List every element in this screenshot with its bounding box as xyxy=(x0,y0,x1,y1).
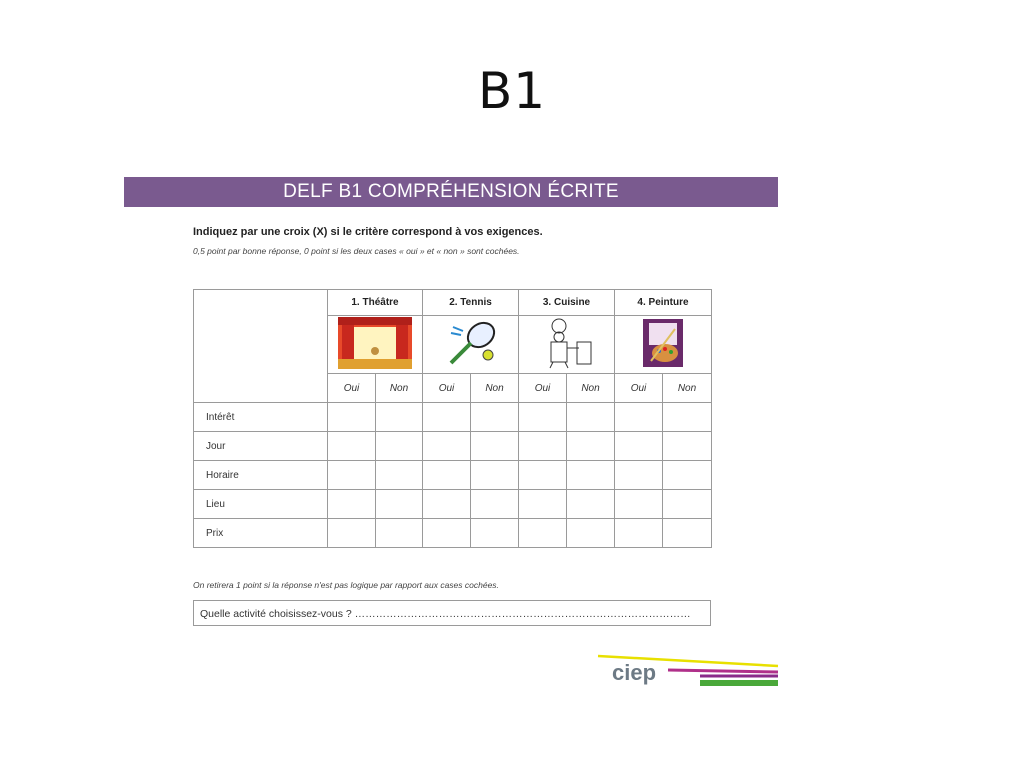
checkbox-cell[interactable] xyxy=(471,403,519,432)
criterion-label: Horaire xyxy=(194,461,328,490)
checkbox-cell[interactable] xyxy=(663,432,712,461)
yes-header: Oui xyxy=(423,374,471,403)
checkbox-cell[interactable] xyxy=(328,461,376,490)
checkbox-cell[interactable] xyxy=(328,519,376,548)
theatre-stage-icon xyxy=(328,316,423,374)
painting-palette-icon xyxy=(615,316,712,374)
table-row xyxy=(194,432,712,461)
scoring-text: 0,5 point par bonne réponse, 0 point si les deux cases « oui » et « non » sont cochées. xyxy=(193,246,520,256)
checkbox-cell[interactable] xyxy=(328,432,376,461)
checkbox-cell[interactable] xyxy=(663,403,712,432)
checkbox-cell[interactable] xyxy=(423,403,471,432)
checkbox-cell[interactable] xyxy=(615,490,663,519)
yes-header: Oui xyxy=(328,374,376,403)
checkbox-cell[interactable] xyxy=(376,403,423,432)
table-row xyxy=(194,403,712,432)
no-header: Non xyxy=(471,374,519,403)
checkbox-cell[interactable] xyxy=(423,490,471,519)
no-header: Non xyxy=(663,374,712,403)
activity-header: 2. Tennis xyxy=(423,290,519,316)
checkbox-cell[interactable] xyxy=(471,461,519,490)
checkbox-cell[interactable] xyxy=(423,432,471,461)
checkbox-cell[interactable] xyxy=(376,432,423,461)
checkbox-cell[interactable] xyxy=(615,461,663,490)
checkbox-cell[interactable] xyxy=(519,432,567,461)
checkbox-cell[interactable] xyxy=(328,403,376,432)
checkbox-cell[interactable] xyxy=(663,461,712,490)
checkbox-cell[interactable] xyxy=(567,403,615,432)
checkbox-cell[interactable] xyxy=(423,461,471,490)
criterion-label: Prix xyxy=(194,519,328,548)
checkbox-cell[interactable] xyxy=(519,519,567,548)
activity-header: 4. Peinture xyxy=(615,290,712,316)
checkbox-cell[interactable] xyxy=(376,490,423,519)
no-header: Non xyxy=(567,374,615,403)
note-text: On retirera 1 point si la réponse n'est pas logique par rapport aux cases cochées. xyxy=(193,580,499,590)
chef-cooking-icon xyxy=(519,316,615,374)
activity-question-field[interactable]: Quelle activité choisissez-vous ? …………………………………………………………………………………… xyxy=(193,600,711,626)
criterion-label: Lieu xyxy=(194,490,328,519)
yes-header: Oui xyxy=(615,374,663,403)
criteria-table xyxy=(193,289,712,548)
no-header: Non xyxy=(376,374,423,403)
table-row xyxy=(194,461,712,490)
checkbox-cell[interactable] xyxy=(567,490,615,519)
checkbox-cell[interactable] xyxy=(471,519,519,548)
activity-header: 1. Théâtre xyxy=(328,290,423,316)
checkbox-cell[interactable] xyxy=(663,519,712,548)
table-row xyxy=(194,519,712,548)
checkbox-cell[interactable] xyxy=(567,461,615,490)
checkbox-cell[interactable] xyxy=(376,519,423,548)
checkbox-cell[interactable] xyxy=(328,490,376,519)
checkbox-cell[interactable] xyxy=(471,432,519,461)
checkbox-cell[interactable] xyxy=(567,432,615,461)
checkbox-cell[interactable] xyxy=(519,461,567,490)
checkbox-cell[interactable] xyxy=(376,461,423,490)
yes-header: Oui xyxy=(519,374,567,403)
criterion-label: Jour xyxy=(194,432,328,461)
checkbox-cell[interactable] xyxy=(615,432,663,461)
logo-text: ciep xyxy=(612,660,657,685)
activity-header: 3. Cuisine xyxy=(519,290,615,316)
checkbox-cell[interactable] xyxy=(615,403,663,432)
table-row xyxy=(194,490,712,519)
slide-title: B1 xyxy=(477,62,547,120)
document-banner: DELF B1 COMPRÉHENSION ÉCRITE xyxy=(124,177,778,207)
checkbox-cell[interactable] xyxy=(663,490,712,519)
criterion-label: Intérêt xyxy=(194,403,328,432)
tennis-racket-icon xyxy=(423,316,519,374)
table-corner xyxy=(194,290,328,403)
instruction-text: Indiquez par une croix (X) si le critère correspond à vos exigences. xyxy=(193,226,543,238)
checkbox-cell[interactable] xyxy=(567,519,615,548)
checkbox-cell[interactable] xyxy=(423,519,471,548)
ciep-logo xyxy=(596,652,780,690)
checkbox-cell[interactable] xyxy=(471,490,519,519)
checkbox-cell[interactable] xyxy=(519,490,567,519)
checkbox-cell[interactable] xyxy=(615,519,663,548)
checkbox-cell[interactable] xyxy=(519,403,567,432)
